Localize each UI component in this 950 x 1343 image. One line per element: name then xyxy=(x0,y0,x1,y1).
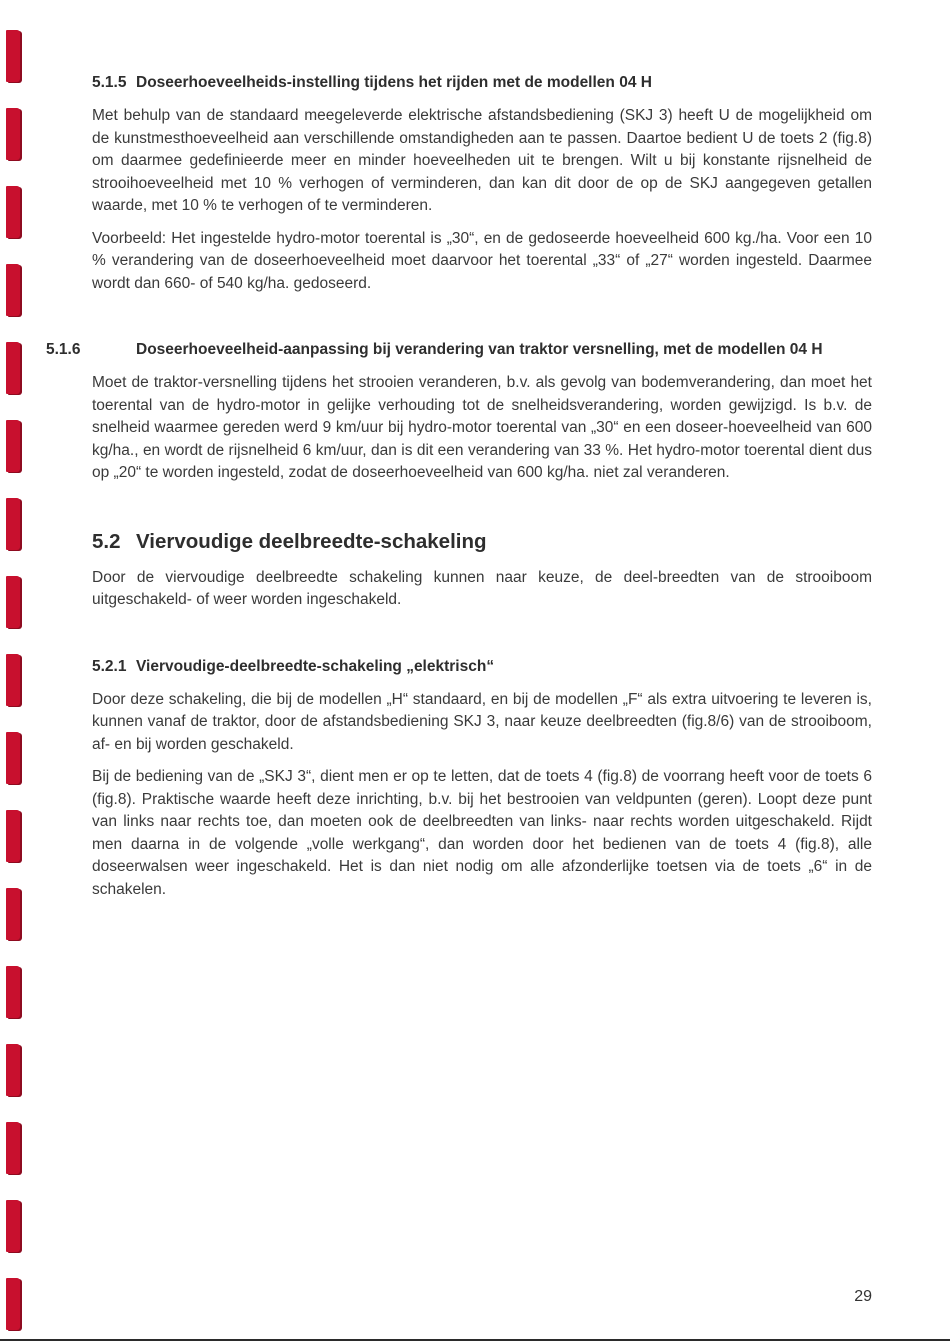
section-heading xyxy=(92,72,872,93)
binding-ring xyxy=(6,342,20,394)
section-title: Viervoudige-deelbreedte-schakeling „elektrisch“ xyxy=(136,657,495,675)
binding-ring xyxy=(6,420,20,472)
page-content xyxy=(46,72,872,911)
binding-ring xyxy=(6,108,20,160)
paragraph: Voorbeeld: Het ingestelde hydro-motor toerental is „30“, en de gedoseerde hoeveelheid 600 kg./ha. Voor een 10 % verandering van de doseerhoeveelheid moet daarvoor het toerental „33“ of „27“ worden ingesteld. Daarmee wordt dan 660- of 540 kg/ha. gedoseerd. xyxy=(92,229,872,292)
binding-ring xyxy=(6,1122,20,1174)
binding-ring xyxy=(6,732,20,784)
paragraph: Bij de bediening van de „SKJ 3“, dient men er op te letten, dat de toets 4 (fig.8) de voorrang heeft voor de toets 6 (fig.8). Praktische waarde heeft deze inrichting, b.v. bij het bestrooien van veldpunten (geren). Loopt deze punt van links naar rechts toe, dan moeten ook de deelbreedten van links- naar rechts worden uitgeschakeld. Rijdt men daarna in de volgende „volle werkgang“, dan worden door het bedienen van de toets 4 (fig.8), alle doseerwalsen weer ingeschakeld. Het is dan niet nodig om alle afzonderlijke toetsen via de toets „6“ in de schakelen. xyxy=(92,768,872,898)
binding-ring xyxy=(6,1044,20,1096)
section-title: Viervoudige deelbreedte-schakeling xyxy=(136,529,487,553)
section-number: 5.2 xyxy=(92,529,121,553)
binding-ring xyxy=(6,30,20,82)
section-5-2-1 xyxy=(92,656,872,902)
section-title: Doseerhoeveelheids-instelling tijdens het rijden met de modellen 04 H xyxy=(136,74,652,91)
binding-ring xyxy=(6,576,20,628)
binding-ring xyxy=(6,810,20,862)
section-5-1-6 xyxy=(46,339,872,485)
paragraph: Met behulp van de standaard meegeleverde elektrische afstandsbediening (SKJ 3) heeft U de mogelijkheid om de kunstmesthoeveelheid aan verschillende omstandigheden aan te passen. Daartoe bedient U de toets 2 (fig.8) om daarmee gedefinieerde meer en minder hoeveelheden uit te brengen. Wilt u bij konstante rijsnelheid de strooihoeveelheid met 10 % verhogen of verminderen, dan kan dit door de op de SKJ aangegeven getallen waarde, met 10 % te verhogen of te verminderen. xyxy=(92,107,872,214)
section-5-2 xyxy=(92,529,872,612)
chapter-heading xyxy=(92,529,872,555)
binding-ring xyxy=(6,654,20,706)
spiral-binding xyxy=(0,0,30,1343)
paragraph: Door de viervoudige deelbreedte schakeling kunnen naar keuze, de deel-breedten van de strooiboom uitgeschakeld- of weer worden ingeschakeld. xyxy=(92,568,872,608)
paragraph: Moet de traktor-versnelling tijdens het strooien veranderen, b.v. als gevolg van bodemverandering, dan moet het toerental van de hydro-motor in gelijke verhouding tot de snelheidsverandering, worden gewijzigd. Is b.v. de snelheid waarmee gereden werd 9 km/uur bij hydro-motor toerental van „30“ en een doseer-hoeveelheid van 600 kg/ha., en wordt de rijsnelheid 6 km/uur, dan is dit een verandering van 33 %. Het hydro-motor toerental dient dus op „20“ te worden ingesteld, zodat de doseerhoeveelheid van 600 kg/ha. niet zal veranderen. xyxy=(92,374,872,481)
binding-ring xyxy=(6,1200,20,1252)
section-number: 5.1.5 xyxy=(92,74,127,91)
binding-ring xyxy=(6,264,20,316)
binding-ring xyxy=(6,186,20,238)
binding-ring xyxy=(6,1278,20,1330)
section-heading xyxy=(46,339,872,360)
section-heading xyxy=(92,656,872,677)
page-bottom-edge xyxy=(0,1339,950,1341)
section-title: Doseerhoeveelheid-aanpassing bij verandering van traktor versnelling, met de modellen 04 H xyxy=(136,341,823,358)
binding-ring xyxy=(6,498,20,550)
section-number: 5.1.6 xyxy=(46,341,81,358)
section-5-1-5 xyxy=(92,72,872,295)
binding-ring xyxy=(6,966,20,1018)
paragraph: Door deze schakeling, die bij de modellen „H“ standaard, en bij de modellen „F“ als extra uitvoering te leveren is, kunnen vanaf de traktor, door de afstandsbediening SKJ 3, naar keuze deelbreedten (fig.8/6) van de strooiboom, af- en bij worden geschakeld. xyxy=(92,690,872,753)
section-number: 5.2.1 xyxy=(92,657,127,675)
binding-ring xyxy=(6,888,20,940)
page-number: 29 xyxy=(854,1288,872,1305)
